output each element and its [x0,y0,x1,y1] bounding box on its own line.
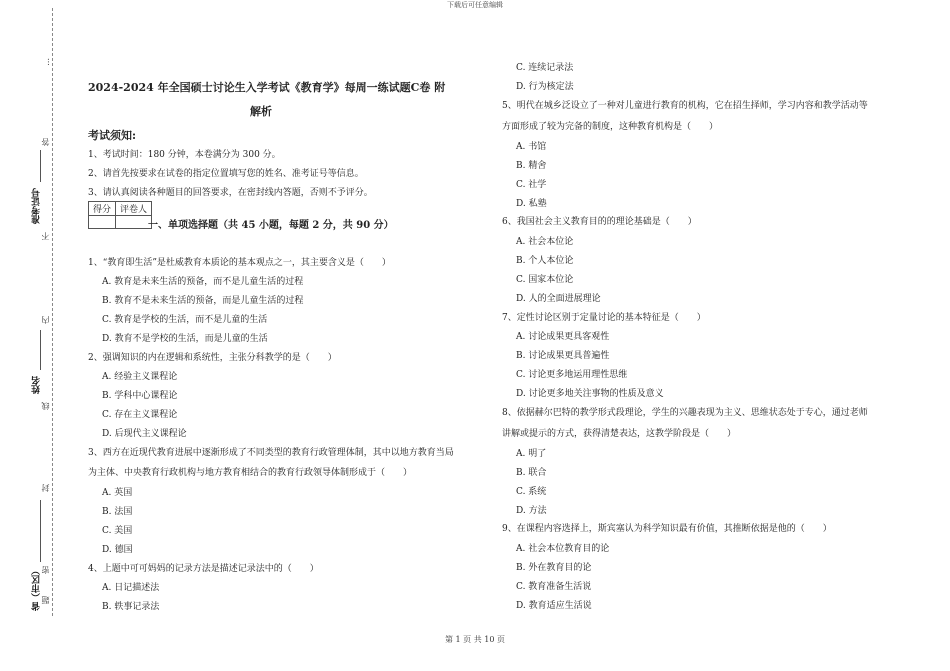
question-7-option-a: A. 讨论成果更具客观性 [516,332,610,342]
question-9-option-a: A. 社会本位教育目的论 [516,544,610,554]
question-8-option-a: A. 明了 [516,449,547,459]
notice-heading: 考试须知: [88,129,137,142]
question-1-option-b: B. 教育不是未来生活的预备，而是儿童生活的过程 [102,296,304,306]
xingming-label: 姓名 [32,376,42,394]
question-6-option-d: D. 人的全面进展理论 [516,294,601,304]
grader-cell-blank[interactable] [116,216,152,229]
xingming-underline [40,330,41,370]
zhunkao-underline [40,150,41,182]
score-cell-label: 得分 [89,202,116,216]
grader-cell-label: 评卷人 [116,202,152,216]
shengshi-label: 省（市区） [32,566,42,611]
question-4-option-b: B. 轶事记录法 [102,602,160,612]
question-7-option-d: D. 讨论更多地关注事物的性质及意义 [516,389,664,399]
seal-char-nei: 内 [41,316,50,324]
question-3-option-c: C. 美国 [102,526,133,536]
question-3-stem: 3、西方在近现代教育进展中逐渐形成了不同类型的教育行政管理体制，其中以地方教育当局 [88,448,454,458]
exam-title-line1: 2024-2024 年全国硕士讨论生入学考试《教育学》每周一练试题C卷 附 [88,81,446,94]
question-3-option-b: B. 法国 [102,507,133,517]
notice-item-3: 3、请认真阅读各种题目的回答要求，在密封线内答题，否则不予评分。 [88,188,373,198]
question-2-option-c: C. 存在主义课程论 [102,410,178,420]
question-3-stem-cont: 为主体、中央教育行政机构与地方教育相结合的教育行政领导体制形成于（ ） [88,468,413,478]
question-1-stem: 1、“教育即生活”是杜威教育本质论的基本观点之一，其主要含义是（ ） [88,258,391,268]
seal-char-ti: 题 [41,596,50,604]
question-4-option-a: A. 日记描述法 [102,583,160,593]
exam-title-line2: 解析 [250,105,272,118]
question-2-stem: 2、强调知识的内在逻辑和系统性，主张分科教学的是（ ） [88,353,337,363]
question-3-option-a: A. 英国 [102,488,133,498]
seal-char-bu: 不 [41,232,50,240]
question-6-option-b: B. 个人本位论 [516,256,574,266]
seal-char-da: 答 [41,138,50,146]
seal-dots-top: ... [42,58,51,66]
question-8-option-d: D. 方法 [516,506,547,516]
seal-char-feng: 封 [41,484,50,492]
question-9-stem: 9、在课程内容选择上，斯宾塞认为科学知识最有价值，其推断依据是他的（ ） [502,524,832,534]
question-6-stem: 6、我国社会主义教育目的的理论基础是（ ） [502,217,697,227]
seal-dotted-line [52,8,53,616]
question-8-stem: 8、依据赫尔巴特的教学形式段理论，学生的兴趣表现为主义、思维状态处于专心，通过老师 [502,408,868,418]
question-6-option-a: A. 社会本位论 [516,237,574,247]
seal-char-mi: 密 [41,566,50,574]
question-5-option-a: A. 书馆 [516,142,547,152]
seal-char-xian: 线 [41,402,50,410]
question-5-stem: 5、明代在城乡泛设立了一种对儿童进行教育的机构，它在招生择师，学习内容和教学活动等 [502,101,868,111]
question-5-option-c: C. 社学 [516,180,547,190]
question-6-option-c: C. 国家本位论 [516,275,574,285]
page-footer: 第 1 页 共 10 页 [445,635,505,644]
question-8-option-c: C. 系统 [516,487,547,497]
header-note: 下载后可任意编辑 [447,1,503,9]
score-cell-blank[interactable] [89,216,116,229]
question-7-option-b: B. 讨论成果更具普遍性 [516,351,610,361]
question-3-option-d: D. 德国 [102,545,133,555]
question-5-stem-cont: 方面形成了较为完备的制度，这种教育机构是（ ） [502,122,719,132]
question-1-option-c: C. 教育是学校的生活，而不是儿童的生活 [102,315,268,325]
question-7-stem: 7、定性讨论区别于定量讨论的基本特征是（ ） [502,313,706,323]
question-7-option-c: C. 讨论更多地运用理性思维 [516,370,628,380]
question-4-option-d: D. 行为核定法 [516,82,574,92]
question-9-option-b: B. 外在教育目的论 [516,563,592,573]
question-5-option-d: D. 私塾 [516,199,547,209]
question-2-option-d: D. 后现代主义课程论 [102,429,187,439]
zhunkao-label: 准考证号 [32,188,42,224]
shengshi-underline [40,500,41,562]
notice-item-1: 1、考试时间：180 分钟，本卷满分为 300 分。 [88,150,281,160]
question-9-option-c: C. 教育准备生活说 [516,582,592,592]
question-1-option-a: A. 教育是未来生活的预备，而不是儿童生活的过程 [102,277,304,287]
question-2-option-b: B. 学科中心课程论 [102,391,178,401]
question-4-stem: 4、上题中可可妈妈的记录方法是描述记录法中的（ ） [88,564,319,574]
question-9-option-d: D. 教育适应生活说 [516,601,592,611]
score-table [88,201,152,229]
section-title: 一、单项选择题（共 45 小题，每题 2 分，共 90 分） [148,220,394,231]
question-4-option-c: C. 连续记录法 [516,63,574,73]
question-8-option-b: B. 联合 [516,468,547,478]
question-5-option-b: B. 精舍 [516,161,547,171]
question-1-option-d: D. 教育不是学校的生活，而是儿童的生活 [102,334,268,344]
notice-item-2: 2、请首先按要求在试卷的指定位置填写您的姓名、准考证号等信息。 [88,169,364,179]
question-2-option-a: A. 经验主义课程论 [102,372,178,382]
question-8-stem-cont: 讲解或提示的方式，获得清楚表达，这教学阶段是（ ） [502,429,737,439]
